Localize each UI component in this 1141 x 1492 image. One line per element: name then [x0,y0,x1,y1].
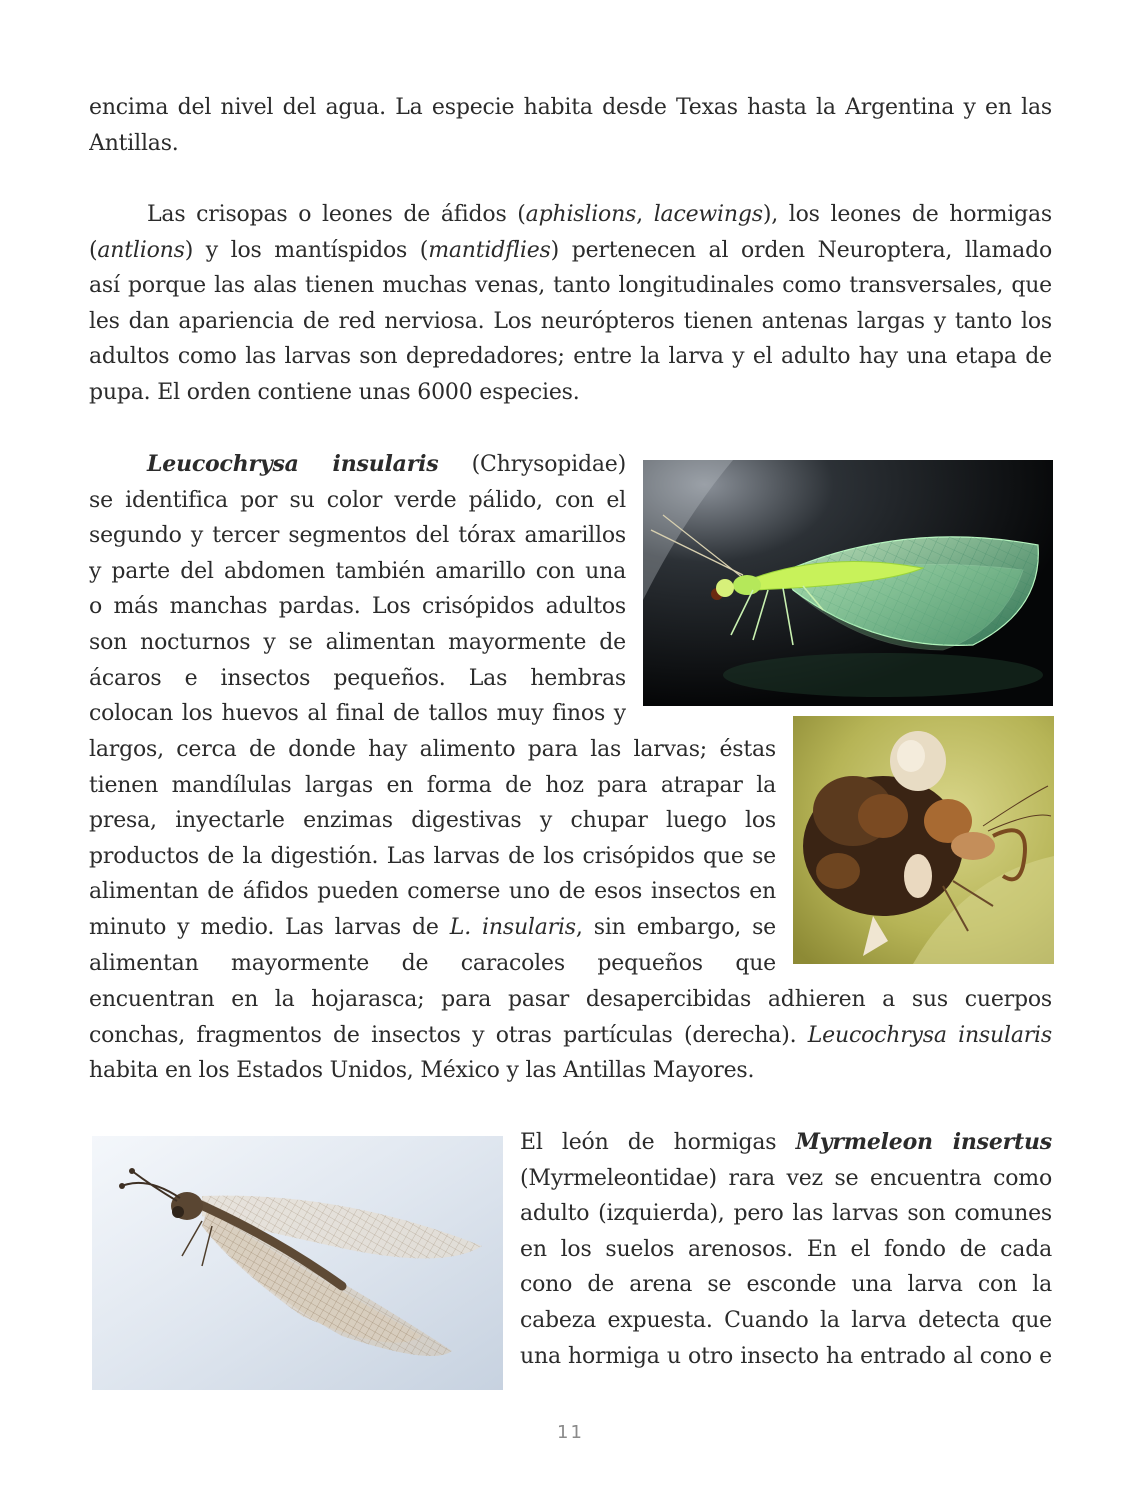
paragraph-neuroptera [89,197,1052,411]
text-line: (Myrmeleontidae) rara vez se encuentra como [520,1165,1052,1191]
text-line: adultos como las larvas son depredadores; entre la larva y el adulto hay una etapa de [89,344,1052,370]
paragraph-leucochrysa-middle [89,732,776,981]
text-line: una hormiga u otro insecto ha entrado al cono e [520,1343,1052,1369]
text-line: alimentan mayormente de caracoles pequeños que [89,950,776,976]
text-line: colocan los huevos al final de tallos muy finos y [89,701,626,727]
text-line: ácaros e insectos pequeños. Las hembras [89,665,626,691]
text-line: presa, inyectarle enzimas digestivas y chupar luego los [89,808,776,834]
text-line: o más manchas pardas. Los crisópidos adultos [89,594,626,620]
text-line: minuto y medio. Las larvas de L. insularis, sin embargo, se [89,914,776,940]
text-line: cabeza expuesta. Cuando la larva detecta que [520,1307,1052,1333]
text-line: alimentan de áfidos pueden comerse uno de esos insectos en [89,879,776,905]
text-line: conchas, fragmentos de insectos y otras partículas (derecha). Leucochrysa insularis [89,1022,1052,1048]
text-line: así porque las alas tienen muchas venas, tanto longitudinales como transversales, que [89,273,1052,299]
text-line: Antillas. [89,130,179,156]
text-line: segundo y tercer segmentos del tórax amarillos [89,523,626,549]
paragraph-myrmeleon [520,1125,1052,1374]
paragraph-continuation [89,90,1052,161]
text-line: son nocturnos y se alimentan mayormente de [89,629,626,655]
text-line: Leucochrysa insularis (Chrysopidae) [147,451,626,477]
text-line: se identifica por su color verde pálido, con el [89,487,626,513]
text-line: largos, cerca de donde hay alimento para las larvas; éstas [89,737,776,762]
text-line: habita en los Estados Unidos, México y las Antillas Mayores. [89,1058,755,1084]
page-number: 11 [557,1422,584,1443]
species-name: Leucochrysa insularis [147,451,439,477]
larva-illustration [793,716,1054,964]
lacewing-larva-debris-photo [793,716,1054,964]
text-line: El león de hormigas Myrmeleon insertus [520,1129,1052,1155]
text-line: cono de arena se esconde una larva con la [520,1272,1052,1298]
text-line: adulto (izquierda), pero las larvas son comunes [520,1201,1052,1227]
antlion-illustration [92,1136,503,1390]
text-line: Las crisopas o leones de áfidos (aphislions, lacewings), los leones de hormigas [147,202,1052,227]
paragraph-leucochrysa-bottom [89,982,1052,1089]
text-line: productos de la digestión. Las larvas de los crisópidos que se [89,843,776,869]
text-line: les dan apariencia de red nerviosa. Los neurópteros tienen antenas largas y tanto los [89,308,1052,334]
text-line: pupa. El orden contiene unas 6000 especies. [89,379,580,405]
text-line: (antlions) y los mantíspidos (mantidflies) pertenecen al orden Neuroptera, llamado [89,237,1052,263]
text-line: tienen mandílulas largas en forma de hoz para atrapar la [89,772,776,798]
antlion-adult-photo [92,1136,503,1390]
green-lacewing-illustration [643,460,1053,706]
species-name: Myrmeleon insertus [795,1129,1052,1155]
paragraph-leucochrysa-top [89,447,626,732]
text-line: en los suelos arenosos. En el fondo de cada [520,1236,1052,1262]
green-lacewing-photo [643,460,1053,706]
text-line: encuentran en la hojarasca; para pasar desapercibidas adhieren a sus cuerpos [89,987,1052,1012]
text-line: y parte del abdomen también amarillo con una [89,558,626,584]
text-line: encima del nivel del agua. La especie habita desde Texas hasta la Argentina y en las [89,95,1052,120]
